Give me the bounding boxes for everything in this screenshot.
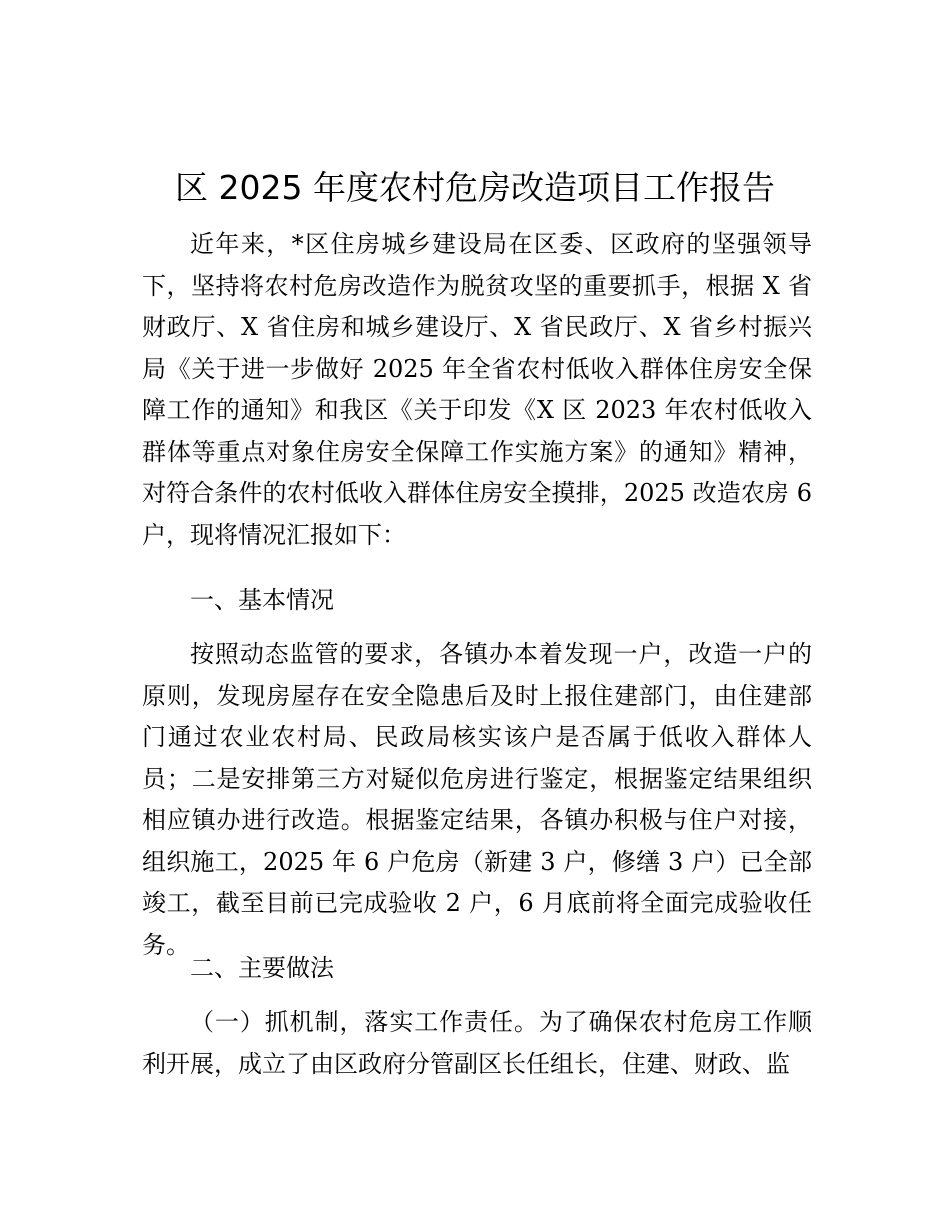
section-1-paragraph-block (142, 634, 812, 966)
section-heading: 一、基本情况 (190, 586, 334, 614)
section-2-heading-block (142, 948, 812, 990)
section-1-heading-block (142, 580, 812, 622)
section-heading: 二、主要做法 (190, 954, 334, 982)
document-title: 区 2025 年度农村危房改造项目工作报告 (175, 168, 775, 207)
intro-paragraph: 近年来，*区住房城乡建设局在区委、区政府的坚强领导下，坚持将农村危房改造作为脱贫攻坚的重要抓手，根据 X 省财政厅、X 省住房和城乡建设厅、X 省民政厅、X 省乡村振兴局《关于进一步做好 2025 年全省农村低收入群体住房安全保障工作的通知》和我区《关于印发《X 区 2023 年农村低收入群体等重点对象住房安全保障工作实施方案》的通知》精神，对符合条件的农村低收入群体住房安全摸排，2025 改造农房 6 户，现将情况汇报如下： (142, 230, 812, 549)
intro-paragraph-block (142, 224, 812, 556)
section-2-paragraph-block (142, 1002, 812, 1085)
section-paragraph: 按照动态监管的要求，各镇办本着发现一户，改造一户的原则，发现房屋存在安全隐患后及时上报住建部门，由住建部门通过农业农村局、民政局核实该户是否属于低收入群体人员；二是安排第三方对疑似危房进行鉴定，根据鉴定结果组织相应镇办进行改造。根据鉴定结果，各镇办积极与住户对接，组织施工，2025 年 6 户危房（新建 3 户，修缮 3 户）已全部竣工，截至目前已完成验收 2 户，6 月底前将全面完成验收任务。 (142, 640, 812, 959)
section-paragraph: （一）抓机制，落实工作责任。为了确保农村危房工作顺利开展，成立了由区政府分管副区长任组长，住建、财政、监 (142, 1008, 812, 1078)
